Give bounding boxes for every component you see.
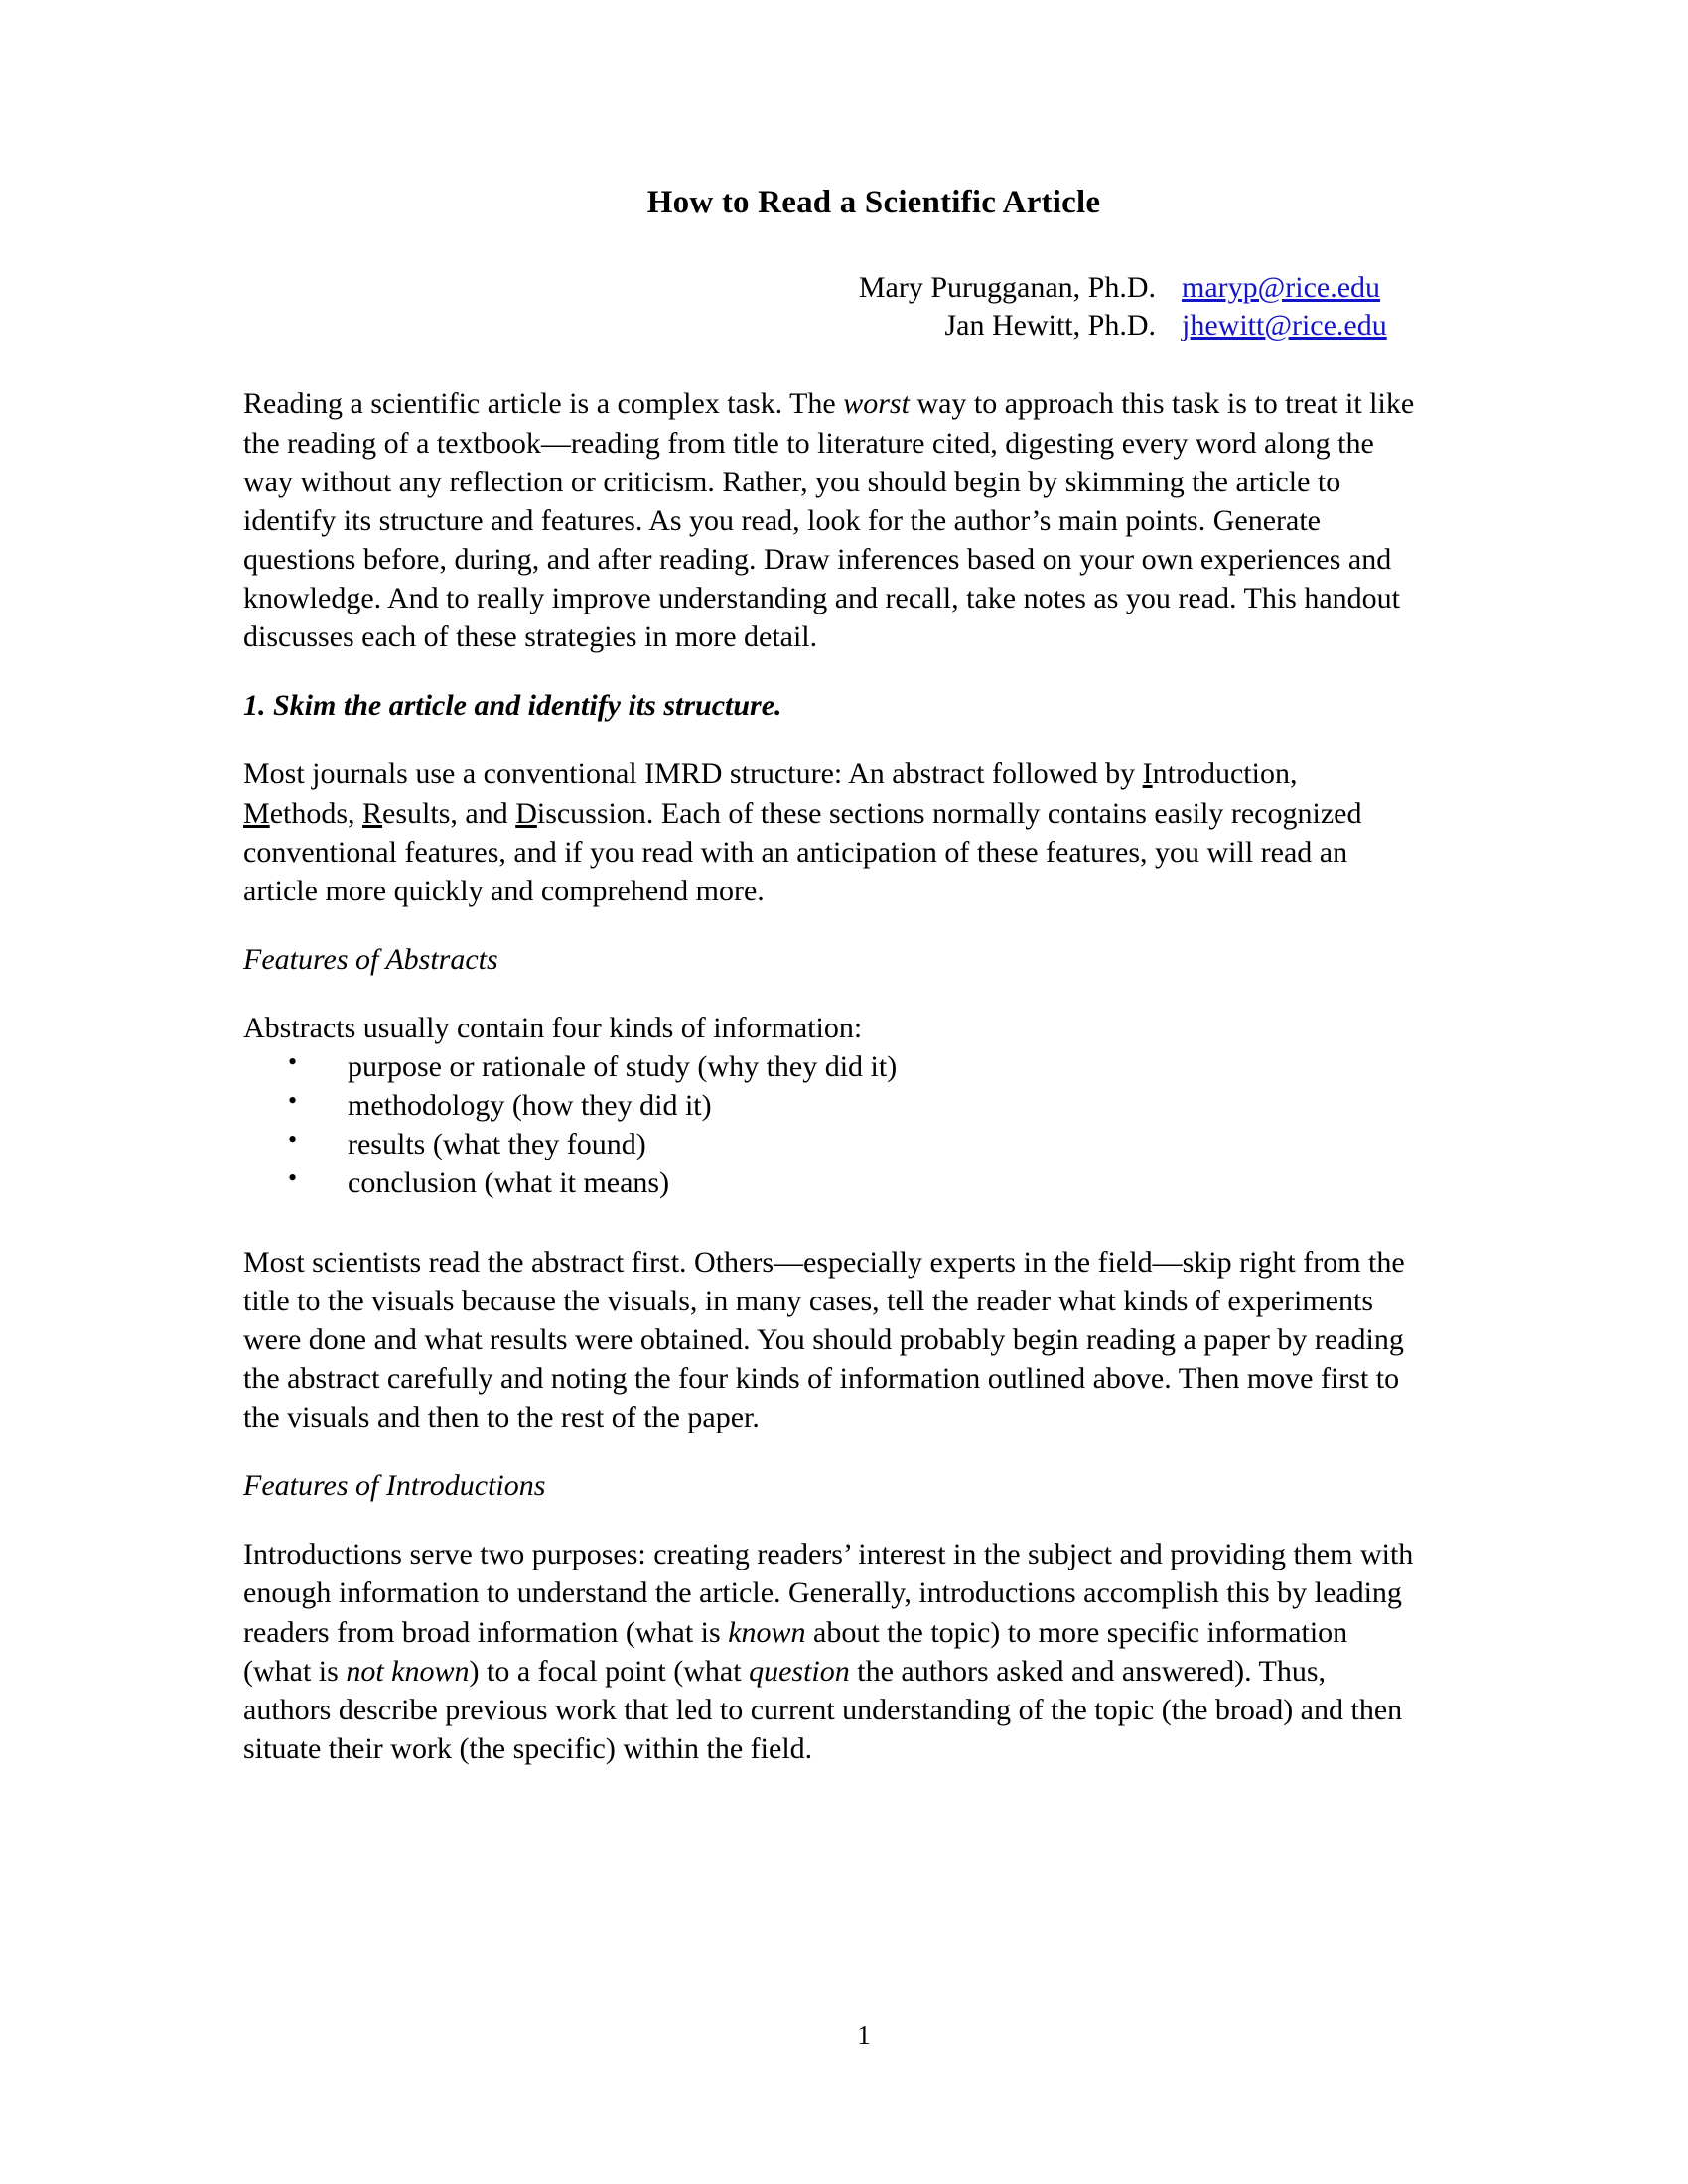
introductions-paragraph — [243, 1535, 1415, 1768]
imrd-underline-i: I — [1142, 757, 1153, 791]
intro-sec-part3: ) to a focal point (what — [469, 1654, 750, 1688]
imrd-underline-m: M — [243, 796, 270, 830]
author-email-link[interactable]: jhewitt@rice.edu — [1182, 308, 1387, 341]
author-name: Jan Hewitt, Ph.D. — [944, 308, 1156, 341]
imrd-part4: esults, and — [382, 796, 516, 830]
imrd-underline-r: R — [362, 796, 383, 830]
imrd-part5: iscussion. Each of these sections normally contains easily recognized conventional features, and if you read with an anticipation of these features, you will read an article more quickly and comprehend more. — [243, 796, 1362, 907]
page-title: How to Read a Scientific Article — [646, 185, 1101, 220]
author-row — [243, 269, 1415, 307]
author-name: Mary Purugganan, Ph.D. — [858, 270, 1156, 304]
abstract-info-bullet-list — [243, 1047, 1415, 1203]
intro-sec-part4: the authors asked and answered). Thus, authors describe previous work that led to current understanding of the topic (the broad) and then situate their work (the specific) within the field. — [243, 1654, 1403, 1766]
list-item: • methodology (how they did it) — [243, 1086, 1415, 1125]
imrd-underline-d: D — [515, 796, 537, 830]
imrd-paragraph — [243, 754, 1415, 910]
intro-text-part2: way to approach this task is to treat it like the reading of a textbook—reading from title to literature cited, digesting every word along the way without any reflection or criticism. Rather, you should begin by skimming the article to identify its structure and features. As you read, look for the author’s main points. Generate questions before, during, and after reading. Draw inferences based on your own experiences and knowledge. And to really improve understanding and recall, take notes as you read. This handout discusses each of these strategies in more detail. — [243, 387, 1415, 654]
subheading-features-of-introductions: Features of Introductions — [243, 1469, 546, 1503]
intro-emphasis-worst: worst — [843, 387, 910, 421]
abstracts-lead-in: Abstracts usually contain four kinds of information: — [243, 1011, 863, 1044]
author-row — [243, 307, 1415, 344]
list-item: • results (what they found) — [243, 1125, 1415, 1163]
author-email-link[interactable]: maryp@rice.edu — [1182, 270, 1381, 304]
intro-sec-emphasis-question: question — [749, 1654, 850, 1688]
list-item: • conclusion (what it means) — [243, 1163, 1415, 1202]
imrd-part3: ethods, — [269, 796, 363, 830]
document-content — [243, 184, 1415, 1768]
intro-text-part1: Reading a scientific article is a complex task. The — [243, 387, 844, 421]
section-heading-skim: 1. Skim the article and identify its structure. — [243, 689, 782, 723]
subheading-features-of-abstracts: Features of Abstracts — [243, 942, 498, 976]
intro-sec-part2: about the topic) to more specific information (what is — [243, 1615, 1348, 1688]
intro-paragraph — [243, 384, 1415, 656]
intro-sec-emphasis-known: known — [728, 1615, 806, 1649]
abstracts-paragraph: Most scientists read the abstract first. Others—especially experts in the field—skip right from the title to the visuals because the visuals, in many cases, tell the reader what kinds of experiments were done and what results were obtained. You should probably begin reading a paper by reading the abstract carefully and noting the four kinds of information outlined above. Then move first to the visuals and then to the rest of the paper. — [243, 1245, 1405, 1434]
imrd-part2: ntroduction, — [1152, 757, 1298, 791]
list-item: • purpose or rationale of study (why they did it) — [243, 1047, 1415, 1086]
intro-sec-part1: Introductions serve two purposes: creating readers’ interest in the subject and providing them with enough information to understand the article. Generally, introductions accomplish this by leading readers from broad information (what is — [243, 1538, 1414, 1649]
imrd-part1: Most journals use a conventional IMRD structure: An abstract followed by — [243, 757, 1143, 791]
page-number: 1 — [857, 2020, 871, 2050]
author-block — [243, 269, 1415, 345]
intro-sec-emphasis-not-known: not known — [346, 1654, 470, 1688]
